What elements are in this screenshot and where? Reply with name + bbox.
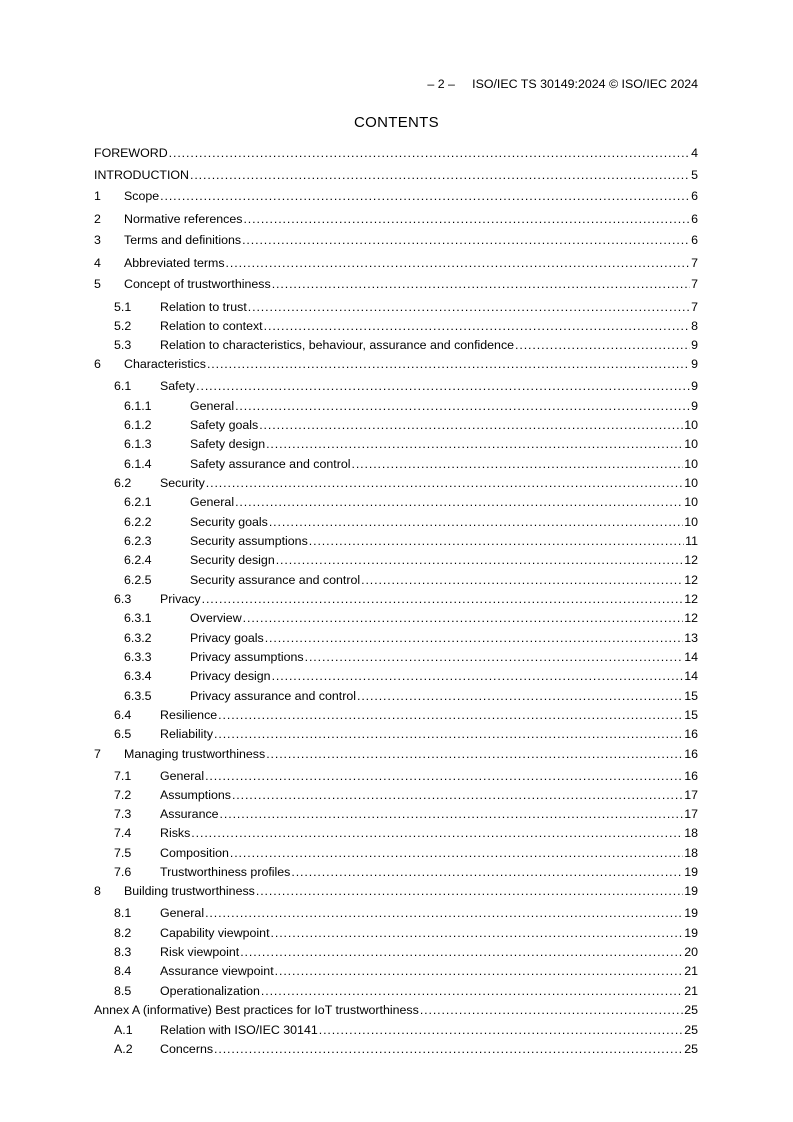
dot-leader — [230, 845, 683, 861]
toc-entry[interactable] — [114, 1022, 698, 1038]
toc-entry-page: 5 — [691, 168, 698, 182]
toc-entry-title: Privacy assurance and control — [190, 689, 356, 703]
toc-entry-number: 5.2 — [114, 319, 132, 333]
toc-entry-title: Relation to trust — [160, 300, 247, 314]
toc-entry[interactable] — [114, 787, 698, 803]
toc-entry-title: Trustworthiness profiles — [160, 865, 291, 879]
toc-entry-title: FOREWORD — [94, 146, 168, 160]
toc-entry-page: 8 — [691, 319, 698, 333]
dot-leader — [205, 905, 683, 921]
toc-entry-number: 8.5 — [114, 984, 132, 998]
dot-leader — [266, 436, 683, 452]
toc-entry[interactable] — [124, 456, 698, 472]
toc-entry[interactable] — [114, 925, 698, 941]
toc-entry-number: 5 — [94, 277, 101, 291]
toc-entry-title: Overview — [190, 611, 242, 625]
toc-entry-title: Relation to context — [160, 319, 263, 333]
toc-entry-title: Scope — [124, 189, 160, 203]
toc-entry-number: 6.1.3 — [124, 437, 152, 451]
toc-entry[interactable] — [114, 475, 698, 491]
toc-entry[interactable] — [124, 649, 698, 665]
toc-entry-number: 7 — [94, 747, 101, 761]
toc-entry[interactable] — [124, 668, 698, 684]
dot-leader — [206, 475, 683, 491]
toc-entry-page: 7 — [691, 277, 698, 291]
toc-entry-number: 6.1.4 — [124, 457, 152, 471]
toc-entry-title: Risk viewpoint — [160, 945, 240, 959]
toc-entry-page: 19 — [684, 926, 698, 940]
toc-entry[interactable] — [124, 514, 698, 530]
toc-entry-title: Reliability — [160, 727, 214, 741]
toc-entry-title: Privacy assumptions — [190, 650, 304, 664]
toc-entry-page: 16 — [684, 727, 698, 741]
dot-leader — [266, 746, 683, 762]
toc-entry-page: 12 — [684, 592, 698, 606]
toc-entry-page: 12 — [684, 611, 698, 625]
dot-leader — [256, 883, 683, 899]
toc-entry[interactable] — [94, 356, 698, 372]
toc-entry-number: A.1 — [114, 1023, 133, 1037]
toc-entry-number: 6.1.1 — [124, 399, 152, 413]
toc-entry[interactable] — [124, 552, 698, 568]
toc-entry-page: 18 — [684, 846, 698, 860]
page-header: – 2 – ISO/IEC TS 30149:2024 © ISO/IEC 2024 — [427, 77, 698, 91]
toc-entry[interactable] — [94, 188, 698, 204]
toc-entry-number: 7.1 — [114, 769, 132, 783]
toc-entry[interactable] — [114, 944, 698, 960]
toc-entry[interactable] — [94, 276, 698, 292]
toc-entry-page: 9 — [691, 399, 698, 413]
toc-entry-title: Safety — [160, 379, 196, 393]
toc-entry-number: 1 — [94, 189, 101, 203]
toc-entry[interactable] — [94, 1002, 698, 1018]
toc-entry-number: 4 — [94, 256, 101, 270]
dot-leader — [214, 1041, 683, 1057]
toc-entry-page: 6 — [691, 233, 698, 247]
toc-entry-page: 17 — [684, 807, 698, 821]
toc-entry-page: 6 — [691, 189, 698, 203]
toc-entry-page: 25 — [684, 1042, 698, 1056]
toc-entry-title: General — [190, 495, 235, 509]
toc-entry-page: 15 — [684, 708, 698, 722]
toc-entry-title: Annex A (informative) Best practices for IoT trustworthiness — [94, 1003, 419, 1017]
dot-leader — [240, 944, 683, 960]
toc-entry-title: Normative references — [124, 212, 243, 226]
toc-entry[interactable] — [114, 864, 698, 880]
toc-entry-page: 25 — [684, 1003, 698, 1017]
toc-entry-number: 6.3.4 — [124, 669, 152, 683]
toc-entry-number: 2 — [94, 212, 101, 226]
toc-entry-page: 13 — [684, 631, 698, 645]
dot-leader — [190, 167, 690, 183]
toc-entry-number: 6.2.1 — [124, 495, 152, 509]
toc-entry-page: 10 — [684, 457, 698, 471]
dot-leader — [261, 983, 683, 999]
toc-entry[interactable] — [114, 337, 698, 353]
dot-leader — [272, 276, 690, 292]
toc-entry-title: Security assumptions — [190, 534, 308, 548]
toc-entry-page: 9 — [691, 338, 698, 352]
toc-entry-page: 21 — [684, 984, 698, 998]
dot-leader — [243, 610, 684, 626]
toc-entry-title: Building trustworthiness — [124, 884, 255, 898]
toc-entry[interactable] — [124, 494, 698, 510]
toc-entry[interactable] — [114, 825, 698, 841]
toc-entry-number: 6.5 — [114, 727, 132, 741]
toc-entry-page: 15 — [684, 689, 698, 703]
toc-entry[interactable] — [114, 963, 698, 979]
dot-leader — [420, 1002, 683, 1018]
toc-entry-number: 6.3.1 — [124, 611, 152, 625]
toc-entry-page: 19 — [684, 906, 698, 920]
dot-leader — [248, 299, 690, 315]
toc-entry-title: Capability viewpoint — [160, 926, 270, 940]
toc-entry-page: 9 — [691, 357, 698, 371]
dot-leader — [357, 688, 683, 704]
toc-entry-page: 17 — [684, 788, 698, 802]
toc-entry-number: 6.2 — [114, 476, 132, 490]
toc-entry-page: 20 — [684, 945, 698, 959]
toc-entry-title: Privacy — [160, 592, 201, 606]
toc-entry-number: 6.2.3 — [124, 534, 152, 548]
toc-entry-number: 7.3 — [114, 807, 132, 821]
dot-leader — [352, 456, 684, 472]
toc-entry-title: INTRODUCTION — [94, 168, 189, 182]
toc-entry-page: 10 — [684, 437, 698, 451]
toc-entry-title: Resilience — [160, 708, 218, 722]
toc-entry[interactable] — [114, 726, 698, 742]
toc-entry[interactable] — [94, 167, 698, 183]
toc-entry-number: 6.3.2 — [124, 631, 152, 645]
dot-leader — [202, 591, 684, 607]
toc-entry-title: Composition — [160, 846, 229, 860]
toc-entry[interactable] — [124, 610, 698, 626]
toc-entry-page: 10 — [684, 476, 698, 490]
dot-leader — [275, 963, 684, 979]
toc-entry-number: 8.4 — [114, 964, 132, 978]
toc-entry-number: 8 — [94, 884, 101, 898]
toc-entry-title: Security design — [190, 553, 275, 567]
toc-entry[interactable] — [114, 299, 698, 315]
page-title: CONTENTS — [354, 114, 439, 131]
toc-entry-page: 7 — [691, 300, 698, 314]
dot-leader — [515, 337, 690, 353]
toc-entry-number: 6.1.2 — [124, 418, 152, 432]
toc-entry-title: General — [160, 769, 205, 783]
toc-entry[interactable] — [114, 768, 698, 784]
toc-entry-title: Concept of trustworthiness — [124, 277, 271, 291]
dot-leader — [265, 630, 684, 646]
toc-entry[interactable] — [94, 746, 698, 762]
toc-entry-title: Abbreviated terms — [124, 256, 225, 270]
toc-entry-title: Relation with ISO/IEC 30141 — [160, 1023, 318, 1037]
toc-entry-title: Operationalization — [160, 984, 260, 998]
toc-entry[interactable] — [94, 211, 698, 227]
dot-leader — [259, 417, 683, 433]
toc-entry-number: 5.1 — [114, 300, 132, 314]
dot-leader — [361, 572, 683, 588]
toc-entry-number: 6.2.4 — [124, 553, 152, 567]
dot-leader — [305, 649, 684, 665]
dot-leader — [220, 806, 684, 822]
toc-entry[interactable] — [114, 1041, 698, 1057]
toc-entry-number: 6.3.5 — [124, 689, 152, 703]
toc-entry-title: Privacy goals — [190, 631, 264, 645]
toc-entry[interactable] — [124, 688, 698, 704]
toc-entry-number: 6.3.3 — [124, 650, 152, 664]
toc-entry-title: Privacy design — [190, 669, 271, 683]
dot-leader — [169, 145, 690, 161]
dot-leader — [207, 356, 690, 372]
toc-entry-number: 7.4 — [114, 826, 132, 840]
dot-leader — [218, 707, 683, 723]
toc-entry-title: Safety goals — [190, 418, 259, 432]
toc-entry[interactable] — [124, 417, 698, 433]
toc-entry-page: 9 — [691, 379, 698, 393]
toc-entry[interactable] — [114, 806, 698, 822]
toc-entry-title: Safety design — [190, 437, 266, 451]
toc-entry[interactable] — [124, 398, 698, 414]
toc-entry-number: A.2 — [114, 1042, 133, 1056]
dot-leader — [264, 318, 690, 334]
toc-entry-number: 6.3 — [114, 592, 132, 606]
toc-entry-page: 18 — [684, 826, 698, 840]
toc-entry[interactable] — [114, 707, 698, 723]
dot-leader — [214, 726, 683, 742]
toc-entry-title: Concerns — [160, 1042, 214, 1056]
toc-entry[interactable] — [94, 255, 698, 271]
toc-entry-title: Terms and definitions — [124, 233, 242, 247]
dot-leader — [271, 925, 684, 941]
toc-entry-page: 19 — [684, 865, 698, 879]
toc-entry-page: 14 — [684, 650, 698, 664]
toc-entry[interactable] — [124, 572, 698, 588]
toc-entry-page: 10 — [684, 515, 698, 529]
dot-leader — [232, 787, 683, 803]
toc-entry-title: Assumptions — [160, 788, 231, 802]
dot-leader — [205, 768, 683, 784]
toc-entry-title: General — [190, 399, 235, 413]
toc-entry-page: 14 — [684, 669, 698, 683]
toc-entry[interactable] — [124, 630, 698, 646]
toc-entry-title: Characteristics — [124, 357, 206, 371]
toc-entry-title: Assurance — [160, 807, 219, 821]
dot-leader — [191, 825, 683, 841]
dot-leader — [235, 398, 690, 414]
toc-entry[interactable] — [124, 533, 698, 549]
toc-entry-title: Assurance viewpoint — [160, 964, 274, 978]
toc-entry-number: 7.2 — [114, 788, 132, 802]
toc-entry-number: 6.1 — [114, 379, 132, 393]
toc-entry[interactable] — [114, 318, 698, 334]
toc-entry[interactable] — [114, 905, 698, 921]
toc-entry[interactable] — [94, 145, 698, 161]
toc-entry-page: 10 — [684, 418, 698, 432]
dot-leader — [269, 514, 683, 530]
toc-entry-title: Relation to characteristics, behaviour, assurance and confidence — [160, 338, 515, 352]
toc-entry-title: Safety assurance and control — [190, 457, 351, 471]
dot-leader — [160, 188, 690, 204]
toc-entry-page: 6 — [691, 212, 698, 226]
toc-entry-page: 7 — [691, 256, 698, 270]
toc-entry-number: 6.4 — [114, 708, 132, 722]
toc-entry-title: Managing trustworthiness — [124, 747, 266, 761]
toc-entry-page: 4 — [691, 146, 698, 160]
toc-entry-number: 7.6 — [114, 865, 132, 879]
toc-entry[interactable] — [114, 378, 698, 394]
dot-leader — [226, 255, 691, 271]
toc-entry-page: 10 — [684, 495, 698, 509]
dot-leader — [243, 211, 690, 227]
dot-leader — [319, 1022, 683, 1038]
toc-entry[interactable] — [114, 591, 698, 607]
toc-entry-number: 6 — [94, 357, 101, 371]
toc-entry-title: Security assurance and control — [190, 573, 361, 587]
dot-leader — [309, 533, 684, 549]
toc-entry-page: 11 — [685, 534, 698, 548]
dot-leader — [272, 668, 684, 684]
toc-entry-title: Risks — [160, 826, 191, 840]
toc-entry[interactable] — [94, 232, 698, 248]
toc-entry-number: 8.1 — [114, 906, 132, 920]
dot-leader — [276, 552, 683, 568]
toc-entry-number: 7.5 — [114, 846, 132, 860]
toc-entry-page: 12 — [684, 553, 698, 567]
toc-entry-number: 5.3 — [114, 338, 132, 352]
toc-entry-title: Security goals — [190, 515, 268, 529]
toc-entry-number: 8.3 — [114, 945, 132, 959]
toc-entry-page: 12 — [684, 573, 698, 587]
toc-entry-title: General — [160, 906, 205, 920]
toc-entry-title: Security — [160, 476, 205, 490]
toc-entry-number: 8.2 — [114, 926, 132, 940]
toc-entry-number: 6.2.2 — [124, 515, 152, 529]
toc-entry-page: 21 — [684, 964, 698, 978]
dot-leader — [242, 232, 690, 248]
dot-leader — [196, 378, 690, 394]
toc-entry[interactable] — [114, 845, 698, 861]
toc-entry-number: 3 — [94, 233, 101, 247]
toc-entry[interactable] — [114, 983, 698, 999]
toc-entry[interactable] — [94, 883, 698, 899]
dot-leader — [291, 864, 683, 880]
toc-entry-page: 16 — [684, 769, 698, 783]
toc-entry-page: 19 — [684, 884, 698, 898]
toc-entry-page: 25 — [684, 1023, 698, 1037]
dot-leader — [235, 494, 683, 510]
toc-entry-number: 6.2.5 — [124, 573, 152, 587]
toc-entry-page: 16 — [684, 747, 698, 761]
toc-entry[interactable] — [124, 436, 698, 452]
